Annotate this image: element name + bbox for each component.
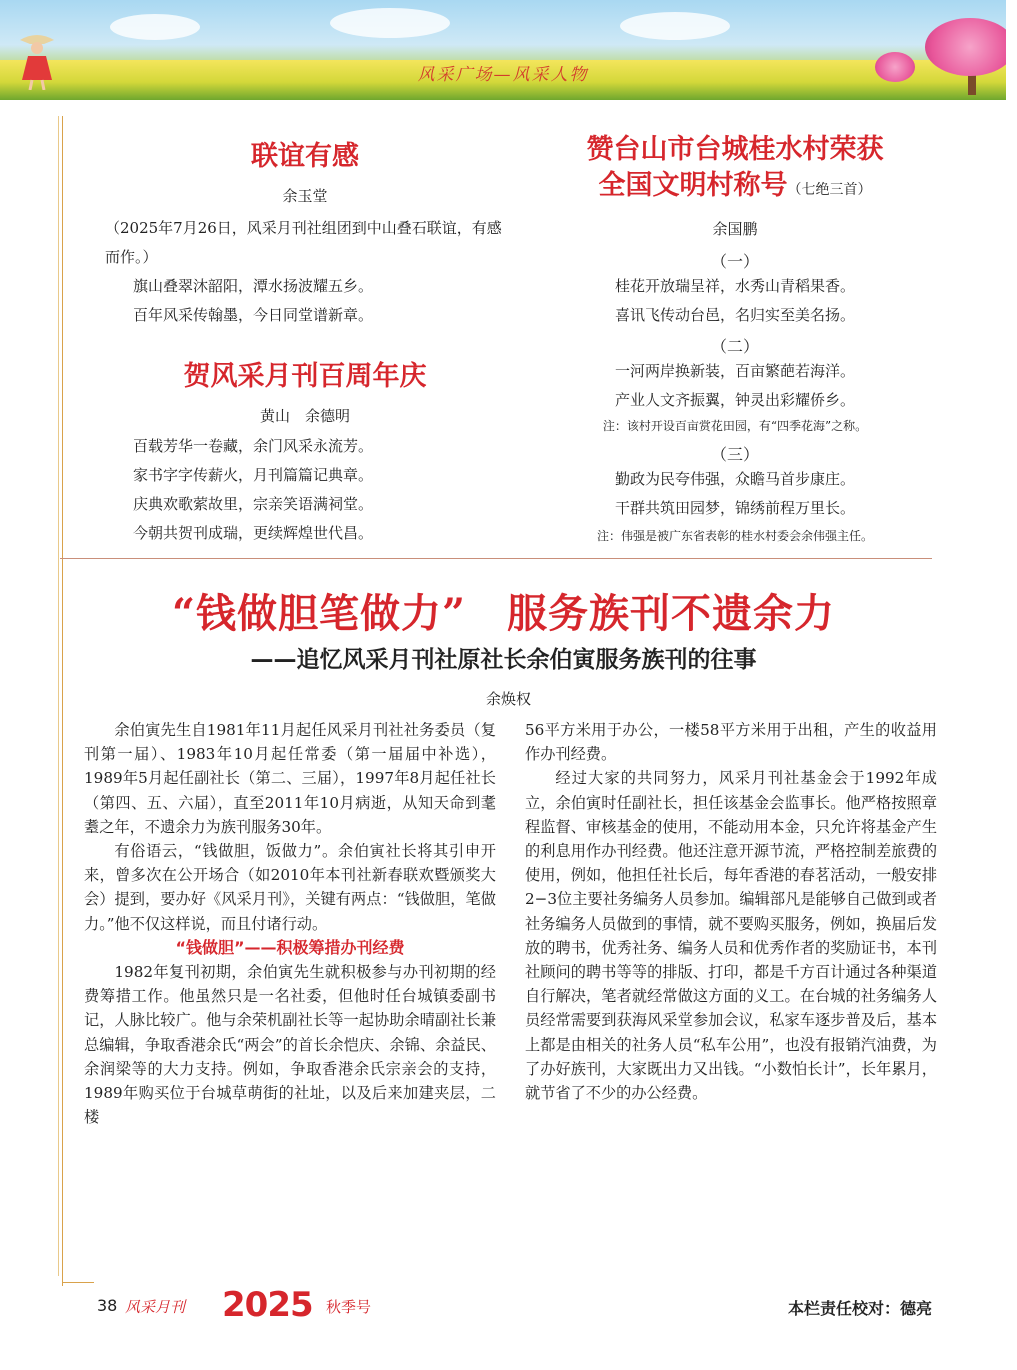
article-title: “钱做胆笔做力” 服务族刊不遗余力 [171, 590, 835, 637]
poem-note: 注：伟强是被广东省表彰的桂水村委会余伟强主任。 [596, 529, 873, 543]
poem-author: 黄山 余德明 [259, 407, 350, 425]
poem-title: 联谊有感 [251, 141, 359, 172]
poem-title-line2: 全国文明村称号 [598, 170, 788, 201]
article-author: 余焕权 [485, 690, 531, 708]
issue-year: 2025 [222, 1285, 313, 1325]
poem-note: 注：该村开设百亩赏花田园，有“四季花海”之称。 [602, 419, 868, 433]
poem-title [525, 132, 945, 208]
article-subtitle: ——追忆风采月刊社原社长余伯寅服务族刊的往事 [250, 647, 757, 673]
magazine-name: 风采月刊 [125, 1298, 186, 1316]
cloud-decoration [620, 12, 730, 40]
poem-line: 产业人文齐振翼，钟灵出彩耀侨乡。 [614, 391, 855, 409]
poem-title-suffix: （七绝三首） [787, 182, 872, 198]
poem-title: 贺风采月刊百周年庆 [183, 361, 427, 392]
poem-section-number: （二） [710, 337, 759, 356]
poem-line: 干群共筑田园梦，锦绣前程万里长。 [614, 499, 855, 517]
poem-line: 一河两岸换新装，百亩繁葩若海洋。 [614, 362, 855, 380]
poem-title-line1: 赞台山市台城桂水村荣获 [586, 134, 884, 165]
poem-author: 余国鹏 [712, 220, 758, 238]
section-title: 风采广场—风采人物 [417, 65, 589, 85]
footer-rule [62, 1282, 94, 1283]
poem-line: 旗山叠翠沐韶阳，潭水扬波耀五乡。 [133, 277, 374, 295]
poem-line: 喜讯飞传动台邑，名归实至美名扬。 [614, 306, 855, 324]
poem-line: 勤政为民夸伟强，众瞻马首步康庄。 [614, 470, 855, 488]
poem-line: 今朝共贺刊成瑞，更续辉煌世代昌。 [133, 524, 374, 542]
page-number: 38 [97, 1296, 118, 1315]
article-subheading: “钱做胆”——积极筹措办刊经费 [175, 937, 405, 957]
poems-left-column [105, 132, 505, 548]
article-right-column [525, 718, 937, 1105]
poem-section-number: （一） [710, 252, 759, 271]
poem-section-number: （三） [710, 445, 759, 464]
poem-line: 家书字字传薪火，月刊篇篇记典章。 [133, 466, 374, 484]
poems-right-column [525, 132, 945, 544]
section-divider [60, 558, 932, 559]
article-paragraph: 1982年复刊初期，余伯寅先生就积极参与办刊初期的经费筹措工作。他虽然只是一名社委，但他时任台城镇委副书记，人脉比较广。他与余荣机副社长等一起协助余晴副社长兼总编辑，争取香港余氏“两会”的首长余恺庆、余锦、余益民、余润梁等的大力支持。例如，争取香港余氏宗亲会的支持，1989年购买位于台城草萌街的社址，以及后来加建夹层，二楼 [84, 963, 496, 1127]
poem-author: 余玉堂 [282, 187, 328, 205]
proofreader-credit: 本栏责任校对：德亮 [787, 1299, 932, 1318]
cloud-decoration [110, 14, 200, 40]
header-banner [0, 0, 1006, 100]
article-paragraph: 经过大家的共同努力，风采月刊社基金会于1992年成立，余伯寅时任副社长，担任该基金会监事长。他严格按照章程监督、审核基金的使用，不能动用本金，只允许将基金产生的利息用作办刊经费。他还注意开源节流，严格控制差旅费的使用，例如，他担任社长后，每年香港的春茗活动，一般安排2−3位主要社务编务人员参加。编辑部凡是能够自己做到或者社务编务人员做到的事情，就不要购买服务，例如，换届后发放的聘书，优秀社务、编务人员和优秀作者的奖励证书，本刊社顾问的聘书等等的排版、打印，都是千方百计通过各种渠道自行解决，笔者就经常做这方面的义工。在台城的社务编务人员经常需要到获海风采堂参加会议，私家车逐步普及后，基本上都是由相关的社务人员“私车公用”，也没有报销汽油费，为了办好族刊，大家既出力又出钱。“小数怕长计”，长年累月，就节省了不少的办公经费。 [525, 769, 937, 1103]
article-paragraph: 56平方米用于办公，一楼58平方米用于出租，产生的收益用作办刊经费。 [525, 721, 937, 764]
poem-line: 桂花开放瑞呈祥，水秀山青稻果香。 [614, 277, 855, 295]
poem-preface: （2025年7月26日，风采月刊社组团到中山叠石联谊，有感而作。） [105, 219, 502, 266]
poem-line: 庆典欢歌萦故里，宗亲笑语满祠堂。 [133, 495, 374, 513]
article-paragraph: 余伯寅先生自1981年11月起任风采月刊社社务委员（复刊第一届）、1983年10月起任常委（第一届届中补选），1989年5月起任副社长（第二、三届），1997年8月起任社长（第四、五、六届），直至2011年10月病逝，从知天命到耄耋之年，不遗余力为族刊服务30年。 [84, 721, 496, 836]
article-paragraph: 有俗语云，“钱做胆，饭做力”。余伯寅社长将其引申开来，曾多次在公开场合（如2010年本刊社新春联欢暨颁奖大会）提到，要办好《风采月刊》，关键有两点：“钱做胆，笔做力。”他不仅这样说，而且付诸行动。 [84, 842, 496, 933]
poem-line: 百年风采传翰墨，今日同堂谱新章。 [133, 306, 374, 324]
issue-season: 秋季号 [326, 1298, 372, 1316]
cloud-decoration [330, 8, 450, 38]
poem-line: 百载芳华一卷藏，余门风采永流芳。 [133, 437, 374, 455]
article-left-column [84, 718, 496, 1129]
